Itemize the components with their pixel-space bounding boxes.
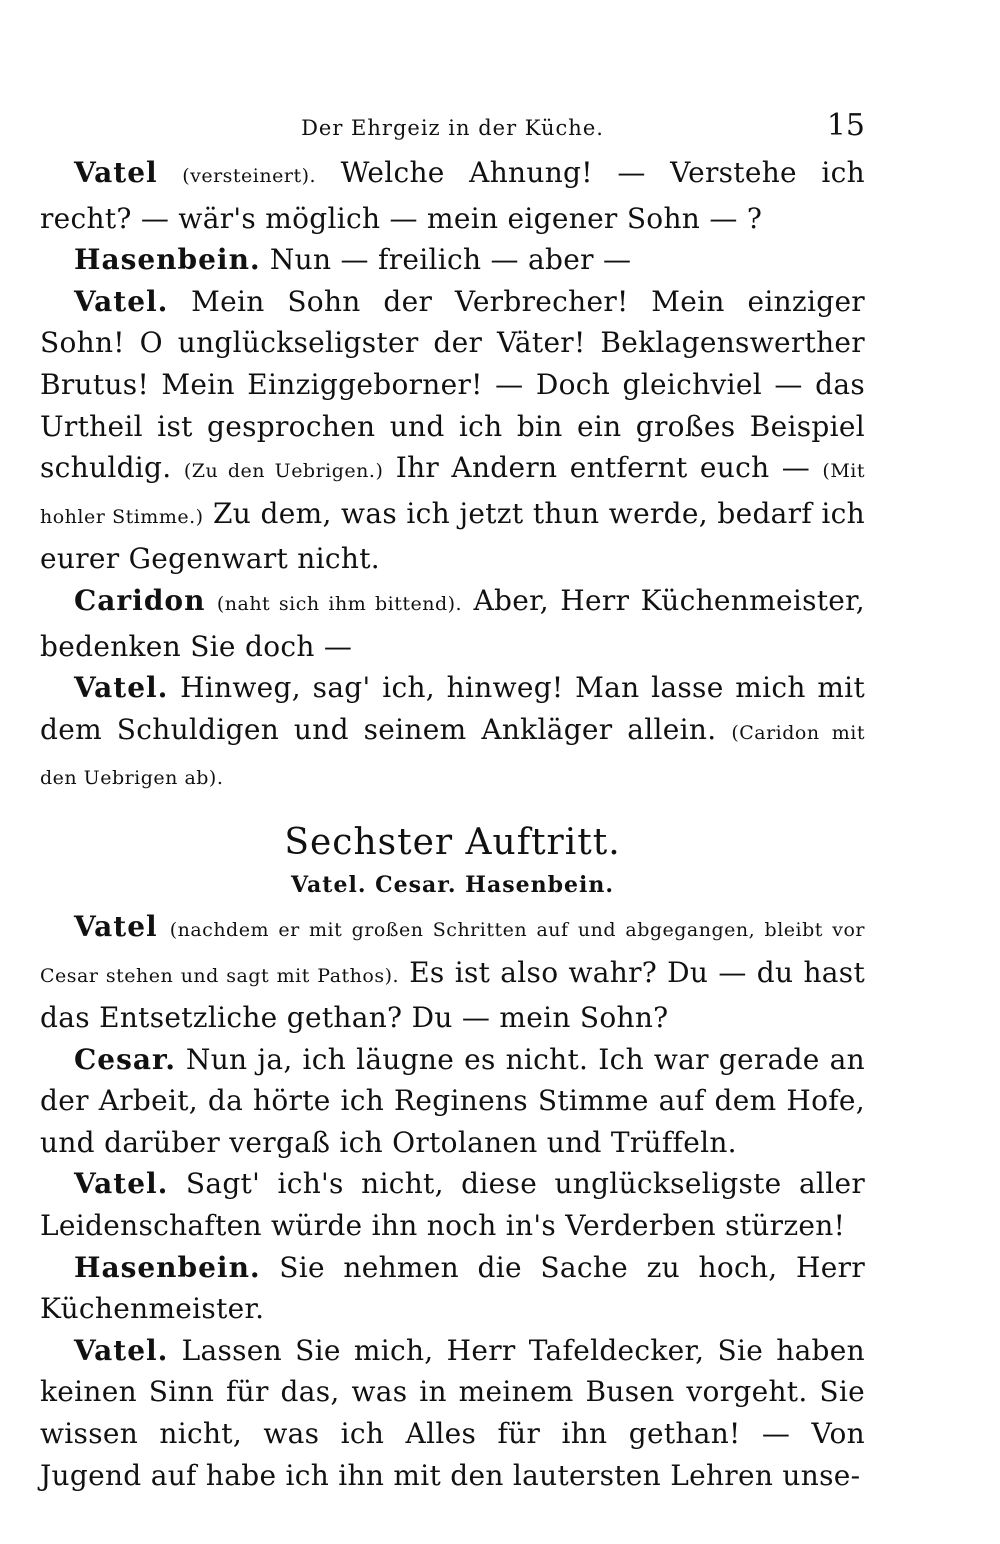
speech-vatel-1 xyxy=(40,152,865,239)
speech-hasenbein-2 xyxy=(40,1247,865,1330)
speech-text: Nun — freilich — aber — xyxy=(269,243,632,277)
speech-text: Es ist also wahr? Du — du hast das Entsetzliche gethan? Du — mein Sohn? xyxy=(40,955,865,1035)
speaker-name: Vatel. xyxy=(74,671,169,705)
speech-vatel-5 xyxy=(40,1163,865,1246)
speech-text: Nun ja, ich läugne es nicht. Ich war gerade an der Arbeit, da hörte ich Reginens Stimme auf dem Hofe, und darüber vergaß ich Ortolanen und Trüffeln. xyxy=(40,1042,865,1159)
speech-text: Sagt' ich's nicht, diese unglückseligste aller Leidenschaften würde ihn noch in's Verderben stürzen! xyxy=(40,1167,866,1243)
speaker-name: Vatel xyxy=(74,909,158,943)
stage-direction: (Zu den Uebrigen.) xyxy=(183,460,384,483)
speaker-name: Hasenbein. xyxy=(74,243,261,277)
speech-text: Sie nehmen die Sache zu hoch, Herr Küchenmeister. xyxy=(40,1250,865,1326)
speech-text: Zu dem, was ich jetzt thun werde, bedarf ich eurer Gegenwart nicht. xyxy=(40,496,865,576)
speaker-name: Vatel. xyxy=(74,284,169,318)
speech-cesar-1 xyxy=(40,1039,865,1164)
speech-text: Ihr Andern entfernt euch — xyxy=(395,451,811,485)
page-body xyxy=(40,152,865,1496)
speech-hasenbein-1 xyxy=(40,239,865,281)
speaker-name: Vatel xyxy=(74,156,158,189)
speech-vatel-6 xyxy=(40,1330,865,1496)
stage-direction: (naht sich ihm bittend). xyxy=(216,592,463,615)
scene-title: Sechster Auftritt. xyxy=(284,821,621,863)
speech-text: Lassen Sie mich, Herr Tafeldecker, Sie haben keinen Sinn für das, was in meinem Busen vorgeht. Sie wissen nicht, was ich Alles für ihn gethan! — Von Jugend auf habe ich ihn mit den lautersten Lehren unse- xyxy=(40,1333,865,1492)
speaker-name: Vatel. xyxy=(74,1167,169,1201)
running-head xyxy=(40,108,865,152)
speech-vatel-2 xyxy=(40,281,865,580)
running-title: Der Ehrgeiz in der Küche. xyxy=(301,116,604,140)
speaker-name: Cesar. xyxy=(74,1042,176,1076)
speech-text: Mein Sohn der Verbrecher! Mein einziger Sohn! O unglückseligster der Väter! Beklagenswerther Brutus! Mein Einziggeborner! — Doch gleichviel — das Urtheil ist gesprochen und ich bin ein großes Beispiel schuldig. xyxy=(40,284,865,485)
speech-text: Aber, Herr Küchenmeister, bedenken Sie doch — xyxy=(40,583,865,663)
speaker-name: Hasenbein. xyxy=(74,1250,261,1284)
scene-persons: Vatel. Cesar. Hasenbein. xyxy=(291,871,614,898)
page-number: 15 xyxy=(826,108,865,143)
speech-vatel-4 xyxy=(40,906,865,1039)
speaker-name: Vatel. xyxy=(74,1333,169,1367)
stage-direction: (Caridon mit den Uebrigen ab). xyxy=(40,721,865,790)
speech-text: Hinweg, sag' ich, hinweg! Man lasse mich mit dem Schuldigen und seinem Ankläger allein. xyxy=(40,671,865,746)
stage-direction: (nachdem er mit großen Schritten auf und abgegangen, bleibt vor Cesar stehen und sagt mit Pathos). xyxy=(40,918,865,987)
speech-text: Welche Ahnung! — Verstehe ich recht? — wär's möglich — mein eigener Sohn — ? xyxy=(40,156,865,235)
speaker-name: Caridon xyxy=(74,583,206,617)
stage-direction: (Mit hohler Stimme.) xyxy=(40,460,866,528)
stage-direction: (versteinert). xyxy=(182,165,317,187)
speech-vatel-3 xyxy=(40,667,865,800)
book-page xyxy=(40,108,865,1496)
speech-caridon-1 xyxy=(40,580,865,667)
